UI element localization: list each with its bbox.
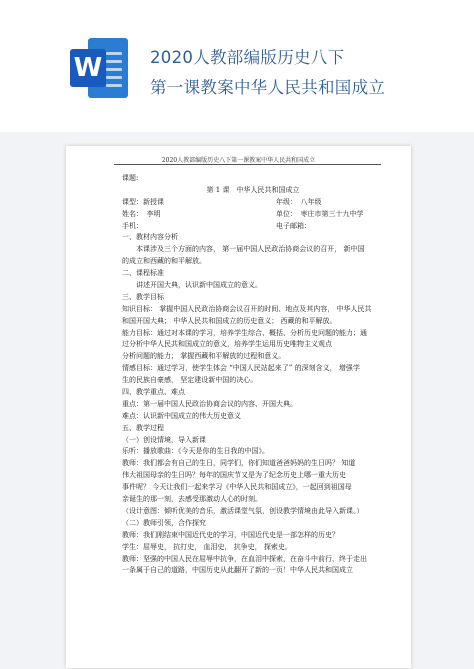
body-line: 的成立和西藏的和平解放。 <box>122 257 206 266</box>
word-icon-letter: W <box>70 49 106 87</box>
body-line: 三、教学目标 <box>122 292 164 301</box>
document-page <box>66 146 411 668</box>
body-line: 过分析中华人民共和国成立的意义，培养学生运用历史唯物主义观点 <box>122 340 332 349</box>
header-rule <box>114 164 381 165</box>
meta-row-2 <box>122 209 384 221</box>
body-line: 情感目标：通过学习，使学生体会 “中国人民站起来了” 的深刻含义， 增强学 <box>122 364 360 373</box>
lesson-type: 课型：新授课 <box>122 197 164 206</box>
body-line: 二、课程标准 <box>122 269 164 278</box>
body-line: 重点：第一届中国人民政治协商会议的内容、开国大典。 <box>122 399 297 408</box>
body-line: 生的民族自豪感， 坚定建设新中国的决心。 <box>122 376 258 385</box>
body-line: 教师：我们刚结束中国近代史的学习，中国近代史是一部怎样的历史？ <box>122 530 339 539</box>
running-head: 2020人教部编版历史八下第一课教案中华人民共和国成立 <box>161 157 316 164</box>
body-line: （设计意图：倾听优美的音乐，激活课堂气氛，创设教学情境由此导入新课。） <box>122 506 364 515</box>
body-line: 学生：屈辱史， 抗打史， 血泪史， 抗争史， 探索史。 <box>122 542 292 551</box>
email: 电子邮箱： <box>276 221 311 230</box>
document-title-line-2: 第一课教案中华人民共和国成立 <box>150 78 386 97</box>
body-line: 分析问题的能力； 掌握西藏和平解放的过程和意义。 <box>122 352 286 361</box>
body-line: 事件呢？ 今天让我们一起来学习《中华人民共和国成立》，一起回到祖国母 <box>122 483 352 492</box>
teacher-name: 姓名： 李明 <box>122 209 161 218</box>
body-line: 乐听：播放歌曲：《今天是你的生日我的中国》。 <box>122 447 269 456</box>
body-line: （一）创设情境，导入新课 <box>122 435 206 444</box>
body-line: 五、教学过程 <box>122 423 164 432</box>
meta-row-1 <box>122 197 384 209</box>
body-line: 教师：我们都会有自己的生日，同学们，你们知道爸爸妈妈的生日吗？ 知道 <box>122 459 356 468</box>
grade: 年级： 八年级 <box>276 197 322 206</box>
body-line: 和国开国大典； 中华人民共和国成立的历史意义； 西藏的和平解放。 <box>122 316 337 325</box>
body-line: 本课涉及三个方面的内容， 第一届中国人民政治协商会议的召开， 新中国 <box>136 245 365 254</box>
body-line: 能力目标：通过对本课的学习，培养学生综合、概括、分析历史问题的能力；通 <box>122 328 367 337</box>
document-body <box>122 173 384 577</box>
body-line: 一条属于自己的道路，中国历史从此翻开了新的一页！中华人民共和国成立 <box>122 566 353 575</box>
school: 单位： 枣庄市第三十九中学 <box>276 209 364 218</box>
meta-row-3 <box>122 221 384 233</box>
section-label: 课题: <box>122 174 139 182</box>
phone: 手机： <box>122 221 143 230</box>
body-line: 知识目标： 掌握中国人民政治协商会议召开的时间、地点及其内容， 中华人民共 <box>122 304 372 313</box>
body-line: 教师：坚强的中国人民在屈辱中抗争，在血泪中探索，在奋斗中前行，终于走出 <box>122 554 367 563</box>
body-line: 难点：认识新中国成立的伟大历史意义 <box>122 411 241 420</box>
page-header <box>0 0 474 132</box>
body-line: 亲诞生的那一刻，去感受那激动人心的时刻。 <box>122 495 262 504</box>
document-title-line-1: 2020人教部编版历史八下 <box>150 48 345 67</box>
word-document-icon <box>70 38 128 98</box>
body-line: 一、教材内容分析 <box>122 233 178 242</box>
body-line: （二）教师引领，合作探究 <box>122 518 206 527</box>
lesson-title: 第 1 课 中华人民共和国成立 <box>206 185 300 194</box>
body-line: 讲述开国大典，认识新中国成立的意义。 <box>136 281 262 290</box>
body-line: 四、教学重点、难点 <box>122 388 185 397</box>
body-line: 伟大祖国母亲的生日吗？每年的国庆节又是为了纪念历史上哪一重大历史 <box>122 471 346 480</box>
